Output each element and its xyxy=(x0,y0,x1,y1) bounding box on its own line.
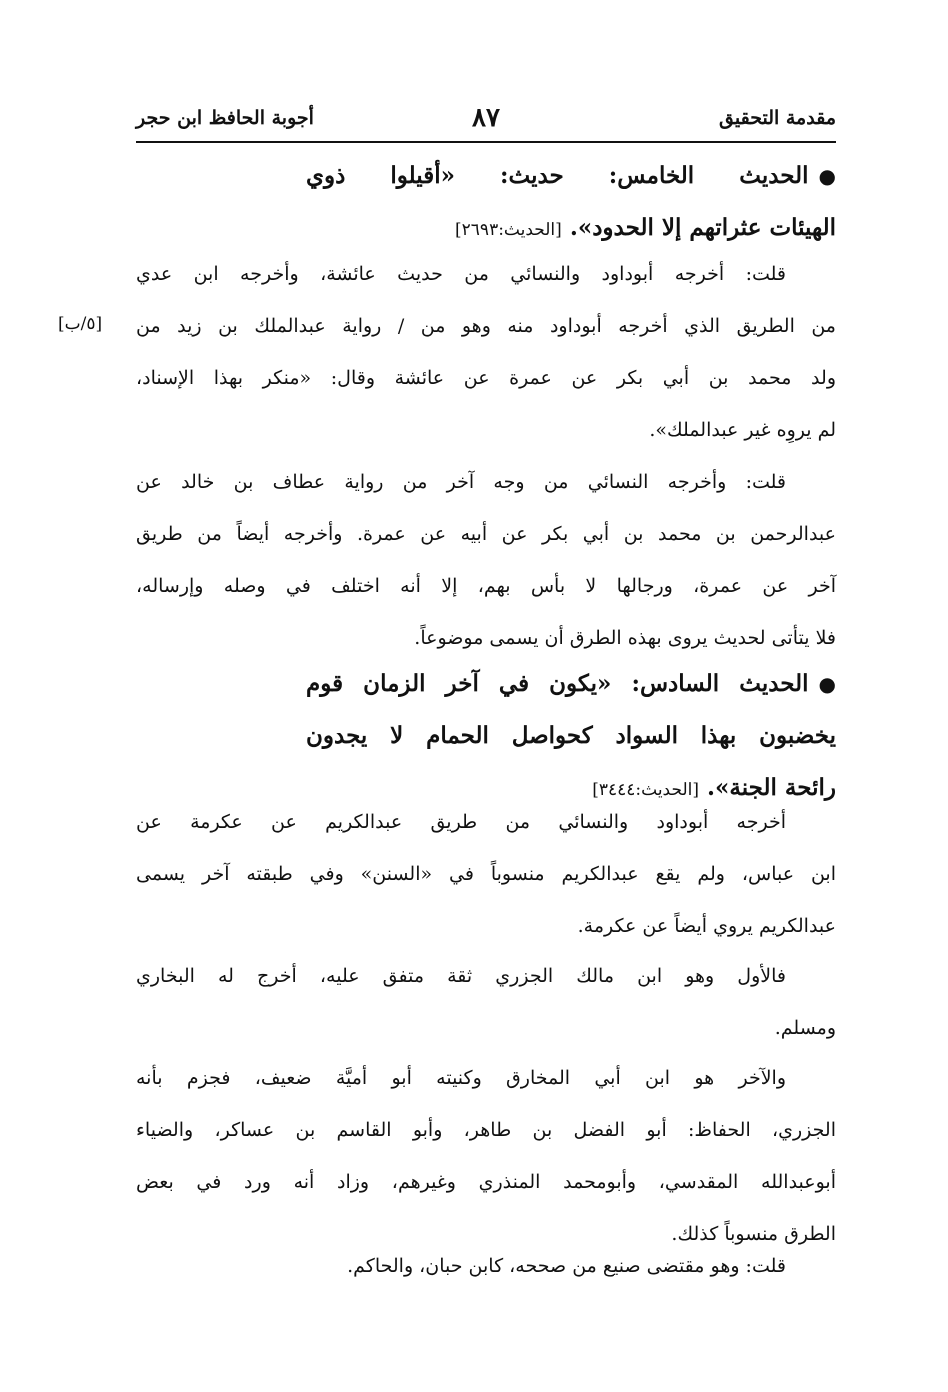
heading-line: يخضبون بهذا السواد كحواصل الحمام لا يجدون xyxy=(306,722,836,749)
text-line: آخر عن عمرة، ورجالها لا بأس بهم، إلا أنه اختلف في وصله وإرساله، xyxy=(136,575,836,597)
hadith-reference: [الحديث:٣٤٤٤] xyxy=(592,780,699,800)
text-line: ابن عباس، ولم يقع عبدالكريم منسوباً في «السنن» وفي طبقته آخر يسمى xyxy=(136,863,836,885)
book-title: أجوبة الحافظ ابن حجر xyxy=(136,107,314,129)
hadith-six-heading xyxy=(306,658,836,814)
text-line: قلت: أخرجه أبوداود والنسائي من حديث عائشة، وأخرجه ابن عدي xyxy=(136,263,786,285)
manuscript-folio-marker: [٥/ب] xyxy=(58,314,103,334)
hadith-reference: [الحديث:٢٦٩٣] xyxy=(455,220,562,240)
bullet-icon: ● xyxy=(818,672,836,696)
text-line: عبدالرحمن بن محمد بن أبي بكر عن أبيه عن عمرة. وأخرجه أيضاً من طريق xyxy=(136,523,836,545)
text-line: من الطريق الذي أخرجه أبوداود منه وهو من / رواية عبدالملك بن زيد من xyxy=(136,315,836,337)
paragraph xyxy=(136,950,836,1054)
heading-line xyxy=(306,150,836,202)
page-number: ٨٧ xyxy=(472,103,500,133)
hadith-five-heading xyxy=(306,150,836,254)
text-line: الطرق منسوباً كذلك. xyxy=(671,1223,836,1245)
heading-text: الهيئات عثراتهم إلا الحدود». xyxy=(569,214,836,241)
heading-text: الحديث الخامس: حديث: «أقيلوا ذوي xyxy=(306,162,809,189)
text-line: قلت: وأخرجه النسائي من وجه آخر من رواية عطاف بن خالد عن xyxy=(136,471,786,493)
paragraph xyxy=(136,248,836,456)
heading-text: رائحة الجنة». xyxy=(707,774,836,801)
paragraph xyxy=(136,456,836,664)
text-line: فلا يتأتى لحديث يروى بهذه الطرق أن يسمى موضوعاً. xyxy=(414,627,836,649)
paragraph xyxy=(136,1052,836,1260)
text-line: أبوعبدالله المقدسي، وأبومحمد المنذري وغيرهم، وزاد أنه ورد في بعض xyxy=(136,1171,836,1193)
heading-line xyxy=(306,202,836,254)
text-line: فالأول وهو ابن مالك الجزري ثقة متفق عليه، أخرج له البخاري xyxy=(136,965,786,987)
paragraph xyxy=(136,1240,836,1292)
heading-text: الحديث السادس: «يكون في آخر الزمان قوم xyxy=(306,670,809,697)
text-line: الجزري، الحفاظ: أبو الفضل بن طاهر، وأبو القاسم بن عساكر، والضياء xyxy=(136,1119,836,1141)
text-line: قلت: وهو مقتضى صنيع من صححه، كابن حبان، والحاكم. xyxy=(347,1255,786,1277)
text-line: عبدالكريم يروي أيضاً عن عكرمة. xyxy=(577,915,836,937)
text-line: والآخر هو ابن أبي المخارق وكنيته أبو أميَّة ضعيف، فجزم بأنه xyxy=(136,1067,786,1089)
header-rule xyxy=(136,141,836,143)
text-line: لم يروِه غير عبدالملك». xyxy=(649,419,836,441)
running-header xyxy=(136,98,836,138)
text-line: أخرجه أبوداود والنسائي من طريق عبدالكريم عن عكرمة عن xyxy=(136,811,786,833)
heading-line xyxy=(306,658,836,710)
text-line: ولد محمد بن أبي بكر عن عمرة عن عائشة وقال: «منكر بهذا الإسناد، xyxy=(136,367,836,389)
bullet-icon: ● xyxy=(818,164,836,188)
section-title: مقدمة التحقيق xyxy=(719,107,836,129)
text-line: ومسلم. xyxy=(774,1017,836,1039)
paragraph xyxy=(136,796,836,952)
